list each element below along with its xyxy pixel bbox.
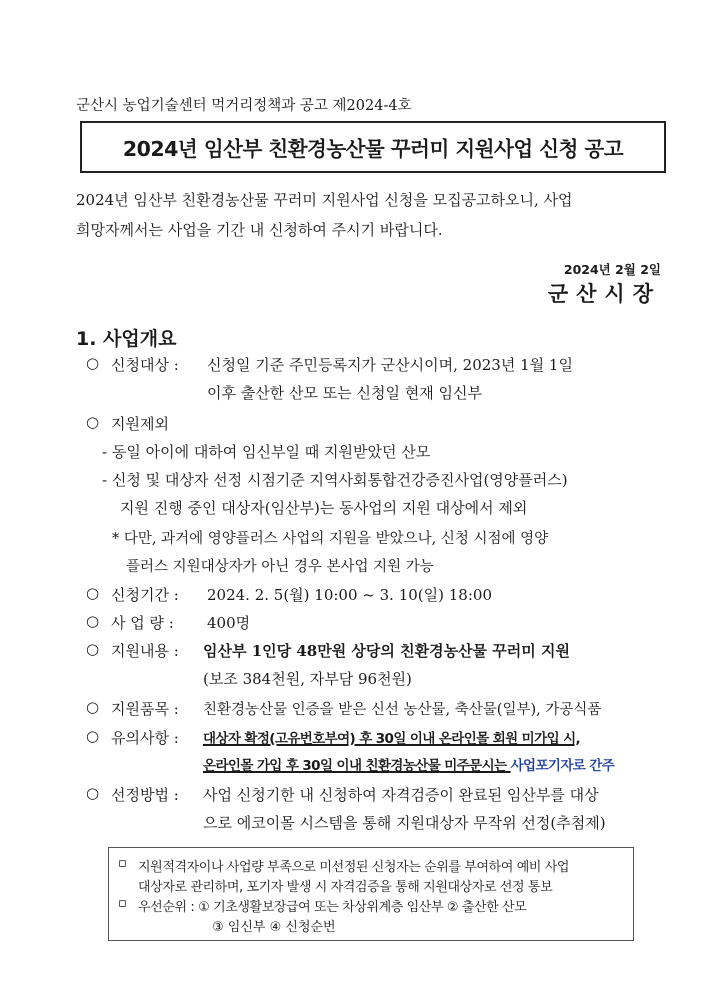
exclusion-item-2-line-1: - 신청 및 대상자 선정 시점기준 지역사회통합건강증진사업(영양플러스) bbox=[102, 471, 568, 489]
document-title: 2024년 임산부 친환경농산물 꾸러미 지원사업 신청 공고 bbox=[122, 137, 624, 161]
bullet-icon: ○ bbox=[86, 354, 100, 372]
notice-number: 군산시 농업기술센터 먹거리정책과 공고 제2024-4호 bbox=[76, 98, 412, 114]
bullet-icon: ○ bbox=[86, 612, 100, 630]
selection-line-1: 사업 신청기한 내 신청하여 자격검증이 완료된 임산부를 대상 bbox=[203, 786, 599, 804]
intro-line-1: 2024년 임산부 친환경농산물 꾸러미 지원사업 신청을 모집공고하오니, 사업 bbox=[76, 191, 573, 209]
note-bullet-icon: ▫ bbox=[118, 896, 127, 911]
bullet-icon: ○ bbox=[86, 727, 100, 745]
bullet-icon: ○ bbox=[86, 698, 100, 716]
eligibility-label: 신청대상 : bbox=[111, 356, 179, 374]
priority-line-2: ③ 임신부 ④ 신청순번 bbox=[212, 920, 336, 935]
intro-line-2: 희망자께서는 사업을 기간 내 신청하여 주시기 바랍니다. bbox=[76, 221, 443, 239]
caution-label: 유의사항 : bbox=[111, 729, 179, 747]
selection-line-2: 으로 에코이몰 시스템을 통해 지원대상자 무작위 선정(추첨제) bbox=[203, 814, 606, 832]
caution-line-2: 온라인몰 가입 후 30일 이내 친환경농산물 미주문시는 bbox=[203, 758, 511, 774]
period-label: 신청기간 : bbox=[111, 586, 179, 604]
bullet-icon: ○ bbox=[86, 784, 100, 802]
caution-line-1: 대상자 확정(고유번호부여) 후 30일 이내 온라인몰 회원 미가입 시, bbox=[203, 731, 581, 747]
bullet-icon: ○ bbox=[86, 413, 100, 431]
exclusion-label: 지원제외 bbox=[111, 415, 169, 433]
priority-line-1: 우선순위 : ① 기초생활보장급여 또는 차상위계층 임산부 ② 출산한 산모 bbox=[138, 900, 527, 915]
issue-date: 2024년 2월 2일 bbox=[563, 262, 661, 277]
eligibility-line-1: 신청일 기준 주민등록지가 군산시이며, 2023년 1월 1일 bbox=[207, 356, 573, 374]
note-bullet-icon: ▫ bbox=[118, 856, 127, 871]
period-value: 2024. 2. 5(월) 10:00 ~ 3. 10(일) 18:00 bbox=[207, 586, 492, 604]
support-sub: (보조 384천원, 자부담 96천원) bbox=[203, 670, 412, 688]
caution-emphasis: 사업포기자로 간주 bbox=[510, 758, 615, 774]
bullet-icon: ○ bbox=[86, 584, 100, 602]
note-line-2: 대상자로 관리하며, 포기자 발생 시 자격검증을 통해 지원대상자로 선정 통보 bbox=[138, 880, 553, 895]
items-value: 친환경농산물 인증을 받은 신선 농산물, 축산물(일부), 가공식품 bbox=[203, 702, 602, 718]
note-line-1: 지원적격자이나 사업량 부족으로 미선정된 신청자는 순위를 부여하여 예비 사업 bbox=[138, 860, 570, 875]
exclusion-item-1: - 동일 아이에 대하여 임신부일 때 지원받았던 산모 bbox=[102, 443, 431, 461]
issuer-signature: 군산시장 bbox=[547, 282, 661, 306]
exclusion-note-line-2: 플러스 지원대상자가 아닌 경우 본사업 지원 가능 bbox=[126, 559, 434, 575]
selection-label: 선정방법 : bbox=[111, 786, 179, 804]
items-label: 지원품목 : bbox=[111, 700, 179, 718]
quantity-label: 사 업 량 : bbox=[111, 614, 174, 632]
exclusion-item-2-line-2: 지원 진행 중인 대상자(임산부)는 동사업의 지원 대상에서 제외 bbox=[120, 499, 528, 517]
support-value: 임산부 1인당 48만원 상당의 친환경농산물 꾸러미 지원 bbox=[203, 642, 570, 660]
quantity-value: 400명 bbox=[207, 614, 251, 632]
support-label: 지원내용 : bbox=[111, 642, 179, 660]
eligibility-line-2: 이후 출산한 산모 또는 신청일 현재 임신부 bbox=[207, 384, 482, 402]
section-heading: 1. 사업개요 bbox=[76, 328, 177, 350]
exclusion-note-line-1: * 다만, 과거에 영양플러스 사업의 지원을 받았으나, 신청 시점에 영양 bbox=[112, 531, 549, 547]
bullet-icon: ○ bbox=[86, 640, 100, 658]
title-box bbox=[80, 121, 666, 173]
